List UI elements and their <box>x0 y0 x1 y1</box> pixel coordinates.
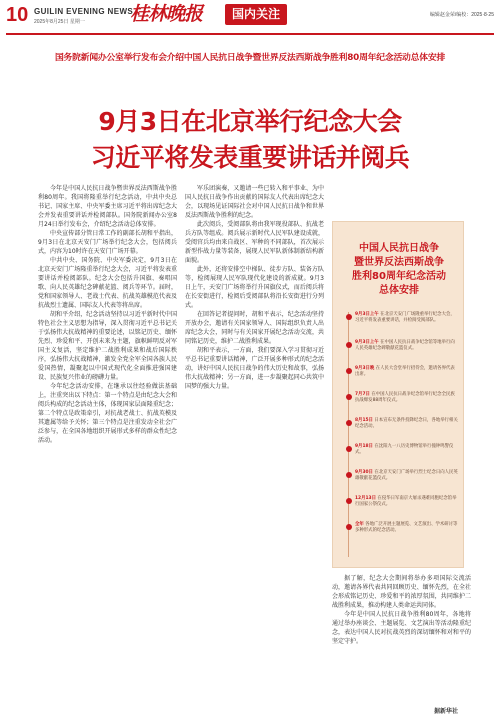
article-column-2 <box>185 184 324 704</box>
timeline-box <box>332 221 464 568</box>
timeline-date: 7月7日 <box>355 392 370 397</box>
timeline-item <box>355 522 459 534</box>
timeline-date: 9月3日上午 <box>355 340 379 345</box>
editor-credits: 编辑赵金荣/编校：2025·8·25 <box>429 12 494 18</box>
timeline-dot <box>346 446 352 452</box>
timeline-title-line: 胜利80周年纪念活动 <box>352 271 446 282</box>
timeline-text: 日本宣布无条件投降纪念日，各地举行相关纪念活动。 <box>355 418 458 429</box>
headline-line-2: 习近平将发表重要讲话并阅兵 <box>90 143 410 172</box>
timeline-text: 在沈阳九一八历史博物馆举行撞钟鸣警仪式。 <box>355 444 454 455</box>
timeline-date: 9月30日 <box>355 470 373 475</box>
paragraph: 此次阅兵，受阅部队将由我军现役部队、抗战老兵方队等组成。阅兵展示新时代人民军队建设成就，受阅官兵均由来自战区、军种的不同部队，首次展示新型作战力量等装备，展现人民军队新体制新结构新面貌。 <box>185 221 324 264</box>
issue-date: 2025年8月25日 星期一 <box>34 19 85 25</box>
timeline-item <box>355 470 459 482</box>
page-number: 10 <box>6 4 29 26</box>
timeline-item <box>355 392 459 404</box>
paragraph: 在回答记者提问时，胡和平表示，纪念活动坚持开放办会，邀请有关国家领导人、国际组织负责人出席纪念大会，同时与有关国家开展纪念活动交流，共同铭记历史，维护二战胜利成果。 <box>185 311 324 345</box>
timeline-date: 9月18日 <box>355 444 373 449</box>
timeline-item <box>355 496 459 508</box>
timeline-text: 在北京天安门广场隆重举行纪念大会，习近平将发表重要讲话，并检阅受阅部队。 <box>355 312 455 323</box>
timeline-date: 9月3日上午 <box>355 312 379 317</box>
paragraph: 今年是中国人民抗日战争暨世界反法西斯战争胜利80周年。我国将隆重举行纪念活动，中共中央总书记、国家主席、中央军委主席习近平将出席纪念大会并发表重要讲话并检阅部队。国务院新闻办公室8月24日举行发布会，介绍纪念活动总体安排。 <box>38 185 177 228</box>
section-label: 国内关注 <box>231 7 280 21</box>
section-tag <box>225 4 287 25</box>
paragraph: 军乐团演奏，又邀请一些已转入和平事业、为中国人民抗日战争作出贡献的国际友人代表出席纪念大会，以现场见证国际社会对中国人民抗日战争和世界反法西斯战争胜利的纪念。 <box>185 185 324 219</box>
paragraph: 据了解，纪念大会期间将举办多项国际交流活动，邀请各界代表共同回顾历史、缅怀先烈，在全社会形成铭记历史、珍爱和平的浓厚氛围，共同维护二战胜利成果，推动构建人类命运共同体。 <box>332 575 471 609</box>
timeline-item <box>355 366 459 378</box>
timeline-item <box>355 312 459 324</box>
newspaper-logo: 桂林晚报 <box>130 3 203 25</box>
timeline-text: 在侵华日军南京大屠杀遇难同胞纪念馆举行国家公祭仪式。 <box>355 496 457 507</box>
paragraph: 胡和平表示，一方面，我们要深入学习贯彻习近平总书记重要讲话精神，广泛开展多种形式的纪念活动，讲好中国人民抗日战争的伟大历史和故事，弘扬伟大抗战精神；另一方面，进一步凝聚起同心共筑中国梦的强大力量。 <box>185 347 324 390</box>
timeline-dot <box>346 394 352 400</box>
masthead <box>0 0 500 34</box>
article-column-1 <box>38 184 177 704</box>
timeline-text: 在中国人民抗日战争纪念馆等地举行向人民英雄纪念碑敬献花篮仪式。 <box>355 340 455 351</box>
paragraph: 胡和平介绍，纪念活动坚持以习近平新时代中国特色社会主义思想为指导，深入贯彻习近平总书记关于弘扬伟大抗战精神的重要论述，以铭记历史、缅怀先烈、珍爱和平、开创未来为主题，旗帜鲜明反对军国主义复活，坚定维护二战胜利成果和战后国际秩序，弘扬伟大抗战精神，激发全党全军全国各族人民爱国热情，凝聚起以中国式现代化全面推进强国建设、民族复兴伟业的磅礴力量。 <box>38 311 177 381</box>
timeline-text: 在人民大会堂举行招待会，邀请各界代表出席。 <box>355 366 455 377</box>
timeline-title-line: 中国人民抗日战争 <box>359 243 439 254</box>
timeline-dot <box>346 420 352 426</box>
timeline-item <box>355 340 459 352</box>
newspaper-english-name: GUILIN EVENING NEWS <box>34 7 134 16</box>
timeline-date: 全年 <box>355 522 364 527</box>
timeline-dot <box>346 368 352 374</box>
timeline-item <box>355 418 459 430</box>
timeline-dot <box>346 524 352 530</box>
timeline-date: 12月13日 <box>355 496 377 501</box>
timeline-dot <box>346 342 352 348</box>
timeline-text: 在北京天安门广场举行烈士纪念日向人民英雄敬献花篮仪式。 <box>355 470 458 481</box>
paragraph: 中央宣传部分管日常工作的副部长胡和平指出，9月3日在北京天安门广场举行纪念大会，包括阅兵式，内容为10时许在天安门广场开幕。 <box>38 230 177 255</box>
timeline-title-line: 总体安排 <box>379 285 419 296</box>
timeline-item <box>355 444 459 456</box>
paragraph: 今年纪念活动安排，在继承以往经验做法基础上，注重突出以下特点：第一个特点是由纪念大会和阅兵构成的纪念活动主体，体现国家层面隆重纪念；第二个特点是政策牵引，对抗战老战士、抗战英模及其遗属等给予关怀；第三个特点是注重发动全社会广泛参与，在全国各地组织开展形式多样的群众性纪念活动。 <box>38 383 177 444</box>
paragraph: 此外，还将安排空中梯队、徒步方队、装备方队等，检阅展现人民军队现代化建设的新成就。9月3日上午，天安门广场将举行升国旗仪式，而后阅兵将在长安街进行，检阅后受阅部队将沿长安街进行分列式。 <box>185 266 324 309</box>
article-column-3 <box>332 574 471 704</box>
timeline-dot <box>346 314 352 320</box>
paragraph: 今年是中国人民抗日战争胜利80周年，各地将通过举办座谈会、主题展览、文艺演出等活动隆重纪念，表达中国人民对抗战英烈的深切缅怀和对和平的坚定守护。 <box>332 611 471 645</box>
headline-line-1: 9月3日在北京举行纪念大会 <box>98 107 402 136</box>
timeline-dot <box>346 472 352 478</box>
article-kicker: 国务院新闻办公室举行发布会介绍中国人民抗日战争暨世界反法西斯战争胜利80周年纪念活动总体安排 <box>54 53 446 63</box>
paragraph: 中共中央、国务院、中央军委决定，9月3日在北京天安门广场隆重举行纪念大会，习近平将发表重要讲话并检阅部队。纪念大会包括升国旗、奏唱国歌、向人民英雄纪念碑献花篮、阅兵等环节。届时，党和国家领导人、老战士代表、抗战英雄模范代表及抗战烈士遗属、国际友人代表等将出席。 <box>38 257 177 309</box>
timeline-text: 各地广泛开展主题展览、文艺演出、学术研讨等多种形式的纪念活动。 <box>355 522 458 533</box>
timeline-date: 9月3日晚 <box>355 366 375 371</box>
timeline-dot <box>346 498 352 504</box>
article-source: 据新华社 <box>434 708 459 715</box>
timeline-title-line: 暨世界反法西斯战争 <box>354 257 444 268</box>
timeline-date: 8月15日 <box>355 418 373 423</box>
timeline-rule <box>348 312 349 557</box>
timeline-title <box>333 242 465 298</box>
timeline-text: 在中国人民抗日战争纪念馆举行纪念全民族抗战爆发88周年仪式。 <box>355 392 455 403</box>
masthead-rule <box>6 33 494 35</box>
